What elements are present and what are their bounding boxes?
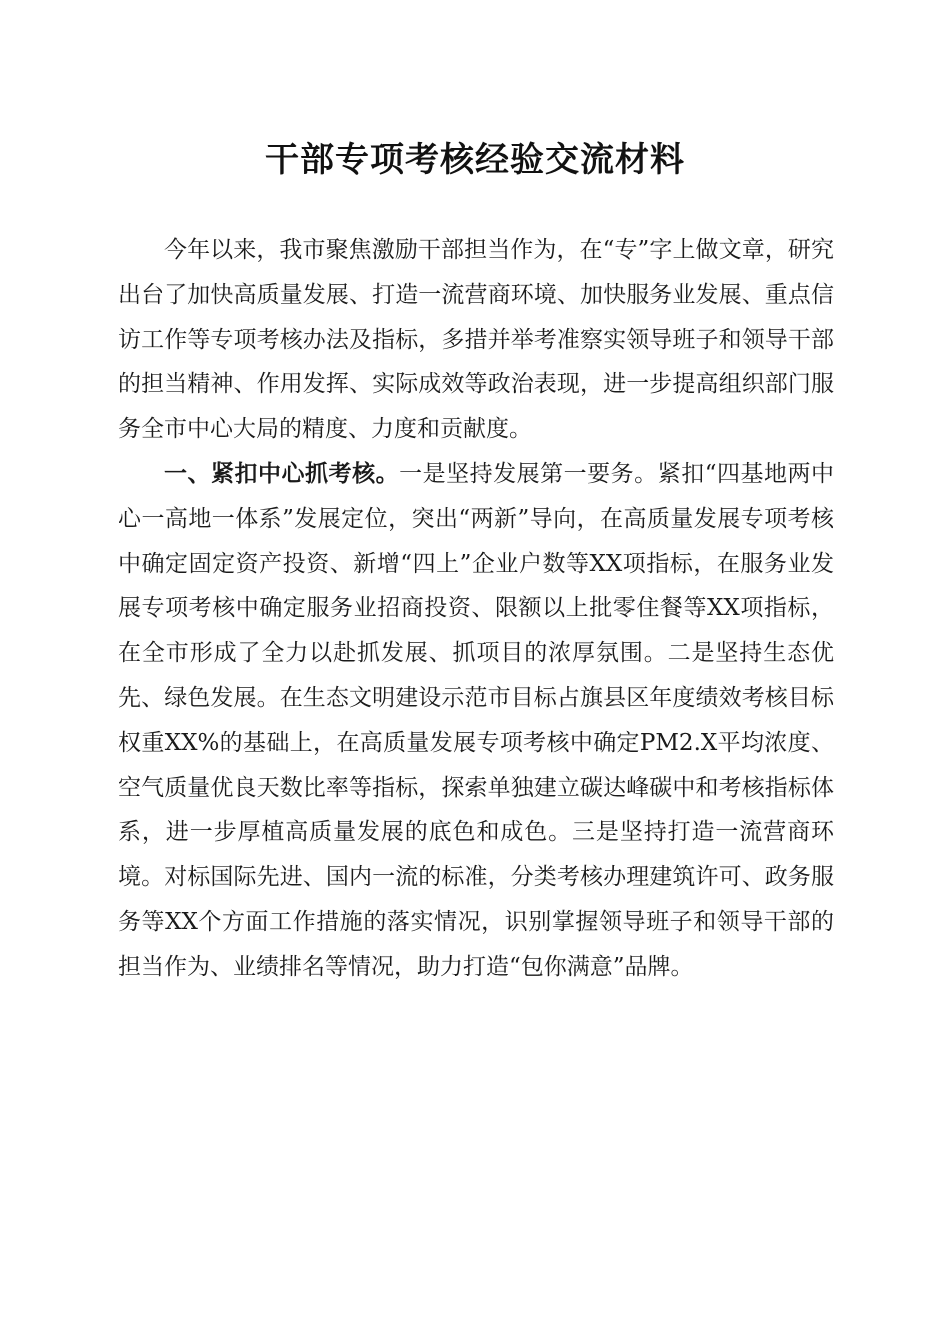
document-title: 干部专项考核经验交流材料	[265, 140, 685, 180]
paragraph-intro-text: 今年以来，我市聚焦激励干部担当作为，在“专”字上做文章，研究出台了加快高质量发展、打造一流营商环境、加快服务业发展、重点信访工作等专项考核办法及指标，多措并举考准察实领导班子和领导干部的担当精神、作用发挥、实际成效等政治表现，进一步提高组织部门服务全市中心大局的精度、力度和贡献度。	[118, 237, 834, 443]
paragraph-section-1-text: 一是坚持发展第一要务。紧扣“四基地两中心一高地一体系”发展定位，突出“两新”导向，在高质量发展专项考核中确定固定资产投资、新增“四上”企业户数等XX项指标，在服务业发展专项考核中确定服务业招商投资、限额以上批零住餐等XX项指标，在全市形成了全力以赴抓发展、抓项目的浓厚氛围。二是坚持生态优先、绿色发展。在生态文明建设示范市目标占旗县区年度绩效考核目标权重XX%的基础上，在高质量发展专项考核中确定PM2.X平均浓度、空气质量优良天数比率等指标，探索单独建立碳达峰碳中和考核指标体系，进一步厚植高质量发展的底色和成色。三是坚持打造一流营商环境。对标国际先进、国内一流的标准，分类考核办理建筑许可、政务服务等XX个方面工作措施的落实情况，识别掌握领导班子和领导干部的担当作为、业绩排名等情况，助力打造“包你满意”品牌。	[118, 460, 835, 980]
section-heading: 一、紧扣中心抓考核。	[164, 460, 400, 487]
document-body	[118, 228, 834, 990]
paragraph-section-1	[118, 452, 834, 990]
paragraph-intro	[118, 228, 834, 452]
